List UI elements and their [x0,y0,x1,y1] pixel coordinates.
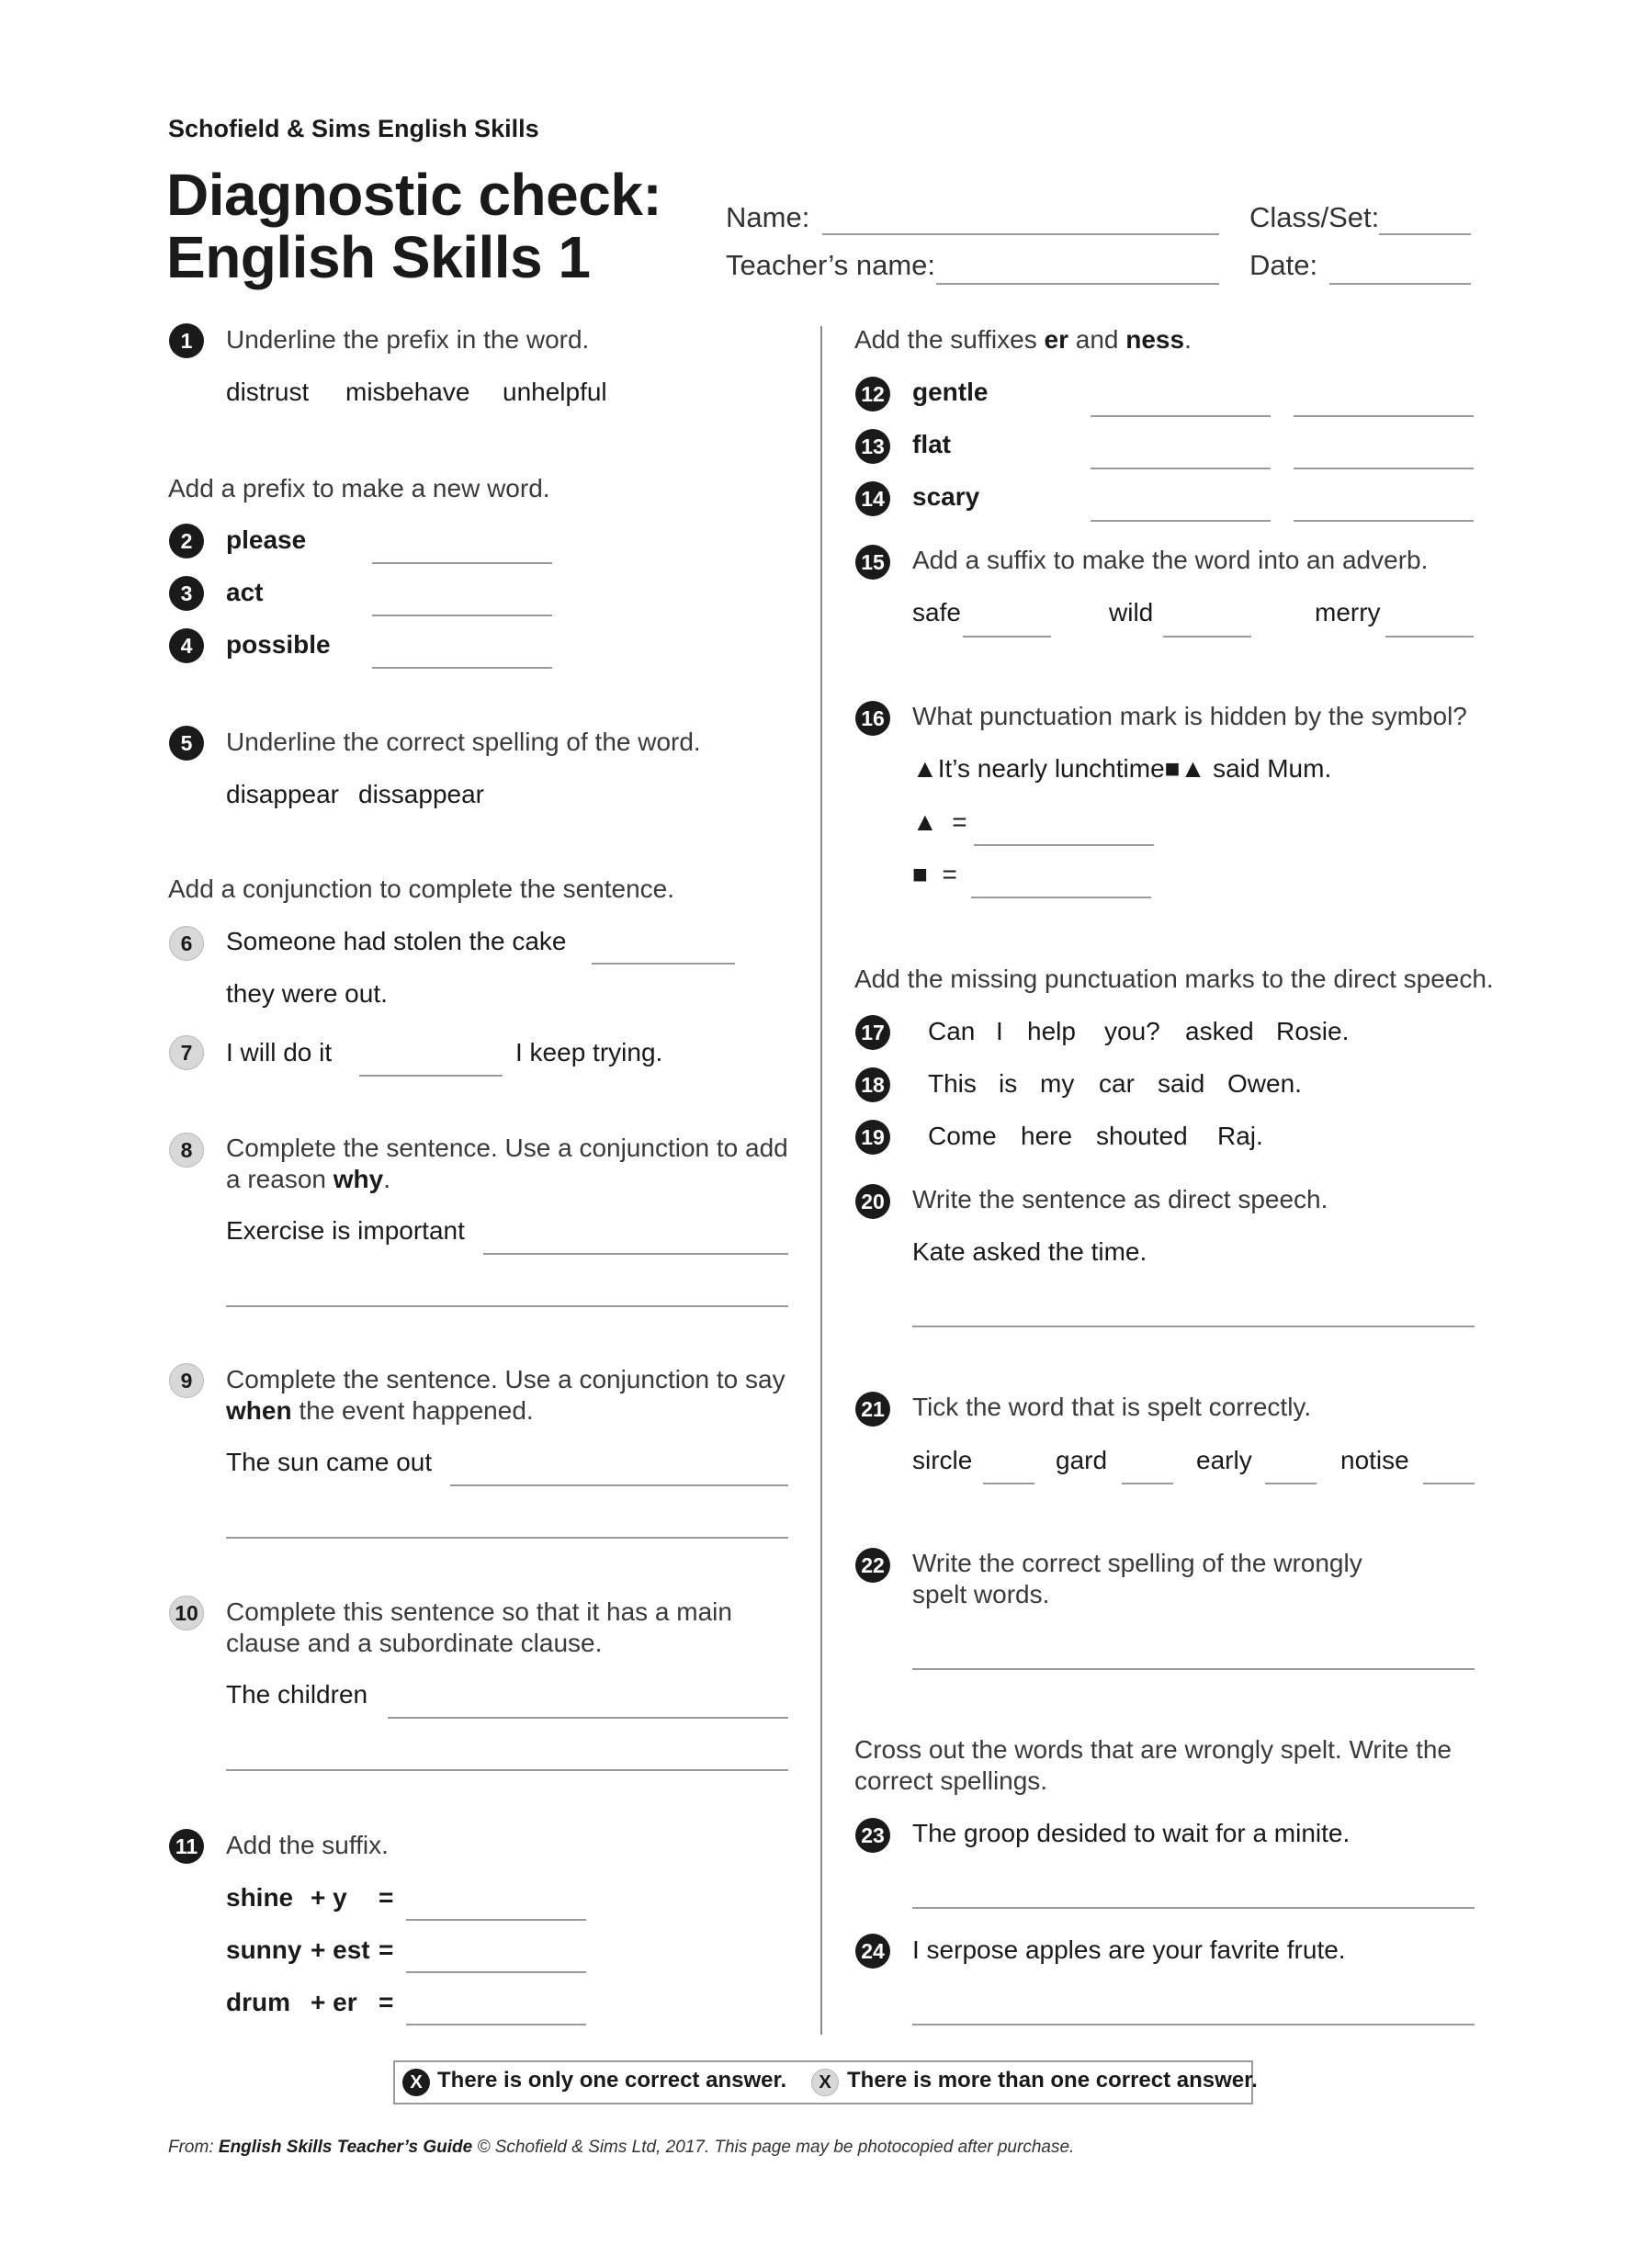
q11-row1-suffix: + y [311,1883,347,1912]
q13-word: flat [912,430,951,458]
q14-er-answer-line[interactable] [1091,520,1271,522]
q24-sentence[interactable]: I serpose apples are your favrite frute. [912,1935,1346,1964]
question-number-13: 13 [855,429,890,464]
q24-answer-line[interactable] [912,2024,1475,2025]
question-number-4: 4 [169,628,204,663]
q7-answer-line[interactable] [359,1075,503,1077]
legend-more-answers: There is more than one correct answer. [847,2068,1258,2093]
q12-word: gentle [912,378,989,406]
q16-square-row: ■ = [912,860,957,888]
q17-word-2: I [996,1017,1003,1045]
q9-answer-line-2[interactable] [226,1537,788,1539]
q15-word-1: safe [912,598,961,626]
q23-answer-line[interactable] [912,1907,1475,1909]
q21-word-1: sircle [912,1446,973,1474]
q9-answer-line-1[interactable] [450,1484,788,1486]
q11-instruction: Add the suffix. [226,1831,389,1859]
question-number-9: 9 [169,1363,204,1398]
q21-instruction: Tick the word that is spelt correctly. [912,1393,1312,1421]
q21-tick-box-1[interactable] [983,1483,1034,1484]
q14-word: scary [912,482,980,511]
q15-word-3: merry [1315,598,1381,626]
q22-answer-line[interactable] [912,1668,1475,1670]
q6-text-part2: they were out. [226,979,388,1008]
q11-row1-equals: = [379,1883,394,1912]
q6-text-part1: Someone had stolen the cake [226,927,567,955]
column-divider [820,326,822,2035]
q21-word-4: notise [1340,1446,1409,1474]
class-field[interactable] [1379,233,1471,235]
teacher-field[interactable] [936,283,1219,285]
q11-row2-answer-line[interactable] [406,1971,586,1973]
q5-word-2[interactable]: dissappear [358,780,484,808]
page-subtitle: English Skills 1 [166,224,591,290]
q15-word-2: wild [1109,598,1154,626]
q11-row2-suffix: + est [311,1935,370,1964]
q11-row3-answer-line[interactable] [406,2024,586,2025]
q11-row1-word: shine [226,1883,294,1912]
q8-instruction-line2: a reason why. [226,1165,390,1193]
legend-one-answer: There is only one correct answer. [437,2068,787,2093]
question-number-14: 14 [855,481,890,516]
q22-instruction-line1: Write the correct spelling of the wrongly [912,1549,1362,1577]
question-number-2: 2 [169,524,204,559]
q12-er-answer-line[interactable] [1091,415,1271,417]
question-number-10: 10 [169,1596,204,1630]
q17-word-5: asked [1185,1017,1254,1045]
name-field[interactable] [822,233,1219,235]
q11-row2-equals: = [379,1935,394,1964]
q20-sentence: Kate asked the time. [912,1237,1147,1266]
square-symbol: ■ [912,860,928,888]
q7-text-part2: I keep trying. [515,1038,663,1066]
question-number-20: 20 [855,1184,890,1219]
q4-answer-line[interactable] [372,667,552,669]
q18-word-6: Owen. [1227,1069,1302,1098]
q15-answer-line-3[interactable] [1385,636,1474,638]
q21-word-3: early [1196,1446,1252,1474]
q15-answer-line-2[interactable] [1163,636,1251,638]
q15-instruction: Add a suffix to make the word into an adverb. [912,546,1429,574]
q3-answer-line[interactable] [372,615,552,616]
conjunction-heading: Add a conjunction to complete the sentence. [168,874,675,903]
q17-word-1: Can [928,1017,976,1045]
question-number-17: 17 [855,1015,890,1050]
q18-word-2: is [999,1069,1018,1098]
answer-legend [393,2060,1258,2104]
speech-heading: Add the missing punctuation marks to the direct speech. [854,965,1494,993]
date-label: Date: [1249,249,1318,281]
q17-word-4: you? [1104,1017,1160,1045]
suffix-heading: Add the suffixes er and ness. [854,325,1192,354]
q10-instruction-line2: clause and a subordinate clause. [226,1629,603,1657]
q1-word-3[interactable]: unhelpful [503,378,607,406]
q8-instruction-line1: Complete the sentence. Use a conjunction to add [226,1134,788,1162]
q10-answer-line-1[interactable] [388,1717,788,1719]
q16-sentence: ▲It’s nearly lunchtime■▲ said Mum. [912,754,1332,783]
question-number-12: 12 [855,377,890,412]
q18-word-1: This [928,1069,977,1098]
q13-er-answer-line[interactable] [1091,468,1271,469]
q5-word-1[interactable]: disappear [226,780,339,808]
q18-word-4: car [1099,1069,1135,1098]
q16-triangle-answer-line[interactable] [974,844,1154,846]
q11-row3-word: drum [226,1988,290,2016]
q11-row2-word: sunny [226,1935,302,1964]
date-field[interactable] [1329,283,1471,285]
q2-answer-line[interactable] [372,562,552,564]
question-number-7: 7 [169,1035,204,1070]
question-number-23: 23 [855,1818,890,1853]
cross-out-heading-line1: Cross out the words that are wrongly spelt. Write the [854,1735,1452,1764]
q9-stem: The sun came out [226,1448,433,1476]
q10-instruction-line1: Complete this sentence so that it has a main [226,1597,732,1626]
triangle-symbol: ▲ [1180,754,1206,783]
q20-instruction: Write the sentence as direct speech. [912,1185,1328,1213]
q11-row3-suffix: + er [311,1988,357,2016]
q16-square-answer-line[interactable] [971,897,1151,898]
single-answer-marker-icon: X [402,2069,430,2096]
q16-triangle-row: ▲ = [912,807,967,836]
question-number-16: 16 [855,701,890,736]
class-label: Class/Set: [1249,201,1380,233]
triangle-symbol: ▲ [912,754,938,783]
q14-ness-answer-line[interactable] [1294,520,1474,522]
q19-word-1: Come [928,1122,997,1150]
q6-answer-line[interactable] [592,963,735,965]
q9-instruction-line2: when the event happened. [226,1396,534,1425]
q2-word: please [226,525,307,554]
q5-instruction: Underline the correct spelling of the word. [226,728,701,756]
q8-answer-line-2[interactable] [226,1305,788,1307]
q10-stem: The children [226,1680,368,1709]
q1-instruction: Underline the prefix in the word. [226,325,590,354]
q17-word-3: help [1027,1017,1076,1045]
question-number-21: 21 [855,1392,890,1427]
series-title: Schofield & Sims English Skills [168,115,539,142]
question-number-18: 18 [855,1067,890,1102]
q21-tick-box-3[interactable] [1265,1483,1317,1484]
question-number-5: 5 [169,726,204,761]
prefix-heading: Add a prefix to make a new word. [168,474,550,502]
question-number-1: 1 [169,323,204,358]
square-symbol: ■ [1164,754,1181,783]
q4-word: possible [226,630,331,659]
q1-word-1[interactable]: distrust [226,378,310,406]
question-number-6: 6 [169,926,204,961]
page-title: Diagnostic check: [166,162,662,228]
q9-instruction-line1: Complete the sentence. Use a conjunction to say [226,1365,786,1394]
question-number-22: 22 [855,1548,890,1583]
q19-word-2: here [1021,1122,1073,1150]
teacher-label: Teacher’s name: [726,249,936,281]
question-number-11: 11 [169,1829,204,1864]
cross-out-heading-line2: correct spellings. [854,1766,1048,1795]
q3-word: act [226,578,264,606]
question-number-3: 3 [169,576,204,611]
q18-word-5: said [1158,1069,1205,1098]
q16-instruction: What punctuation mark is hidden by the symbol? [912,702,1467,730]
q19-word-4: Raj. [1217,1122,1263,1150]
multi-answer-marker-icon: X [811,2069,839,2096]
q13-ness-answer-line[interactable] [1294,468,1474,469]
q17-word-6: Rosie. [1276,1017,1350,1045]
q15-answer-line-1[interactable] [963,636,1051,638]
name-label: Name: [726,201,810,233]
q23-sentence[interactable]: The groop desided to wait for a minite. [912,1819,1351,1847]
q12-ness-answer-line[interactable] [1294,415,1474,417]
q7-text-part1: I will do it [226,1038,333,1066]
q21-tick-box-2[interactable] [1122,1483,1173,1484]
question-number-8: 8 [169,1133,204,1168]
q20-answer-line[interactable] [912,1326,1475,1327]
triangle-symbol: ▲ [912,807,938,836]
q11-row1-answer-line[interactable] [406,1919,586,1921]
question-number-15: 15 [855,545,890,580]
q11-row3-equals: = [379,1988,394,2016]
question-number-19: 19 [855,1120,890,1155]
q19-word-3: shouted [1096,1122,1188,1150]
q8-answer-line-1[interactable] [483,1253,788,1255]
q10-answer-line-2[interactable] [226,1769,788,1771]
q1-word-2[interactable]: misbehave [345,378,470,406]
q21-word-2: gard [1056,1446,1108,1474]
q18-word-3: my [1040,1069,1075,1098]
footer-copyright: From: English Skills Teacher’s Guide © Schofield & Sims Ltd, 2017. This page may be photocopied after purchase. [168,2138,1075,2157]
q22-instruction-line2: spelt words. [912,1580,1050,1608]
q8-stem: Exercise is important [226,1216,465,1245]
question-number-24: 24 [855,1934,890,1969]
q21-tick-box-4[interactable] [1423,1483,1475,1484]
